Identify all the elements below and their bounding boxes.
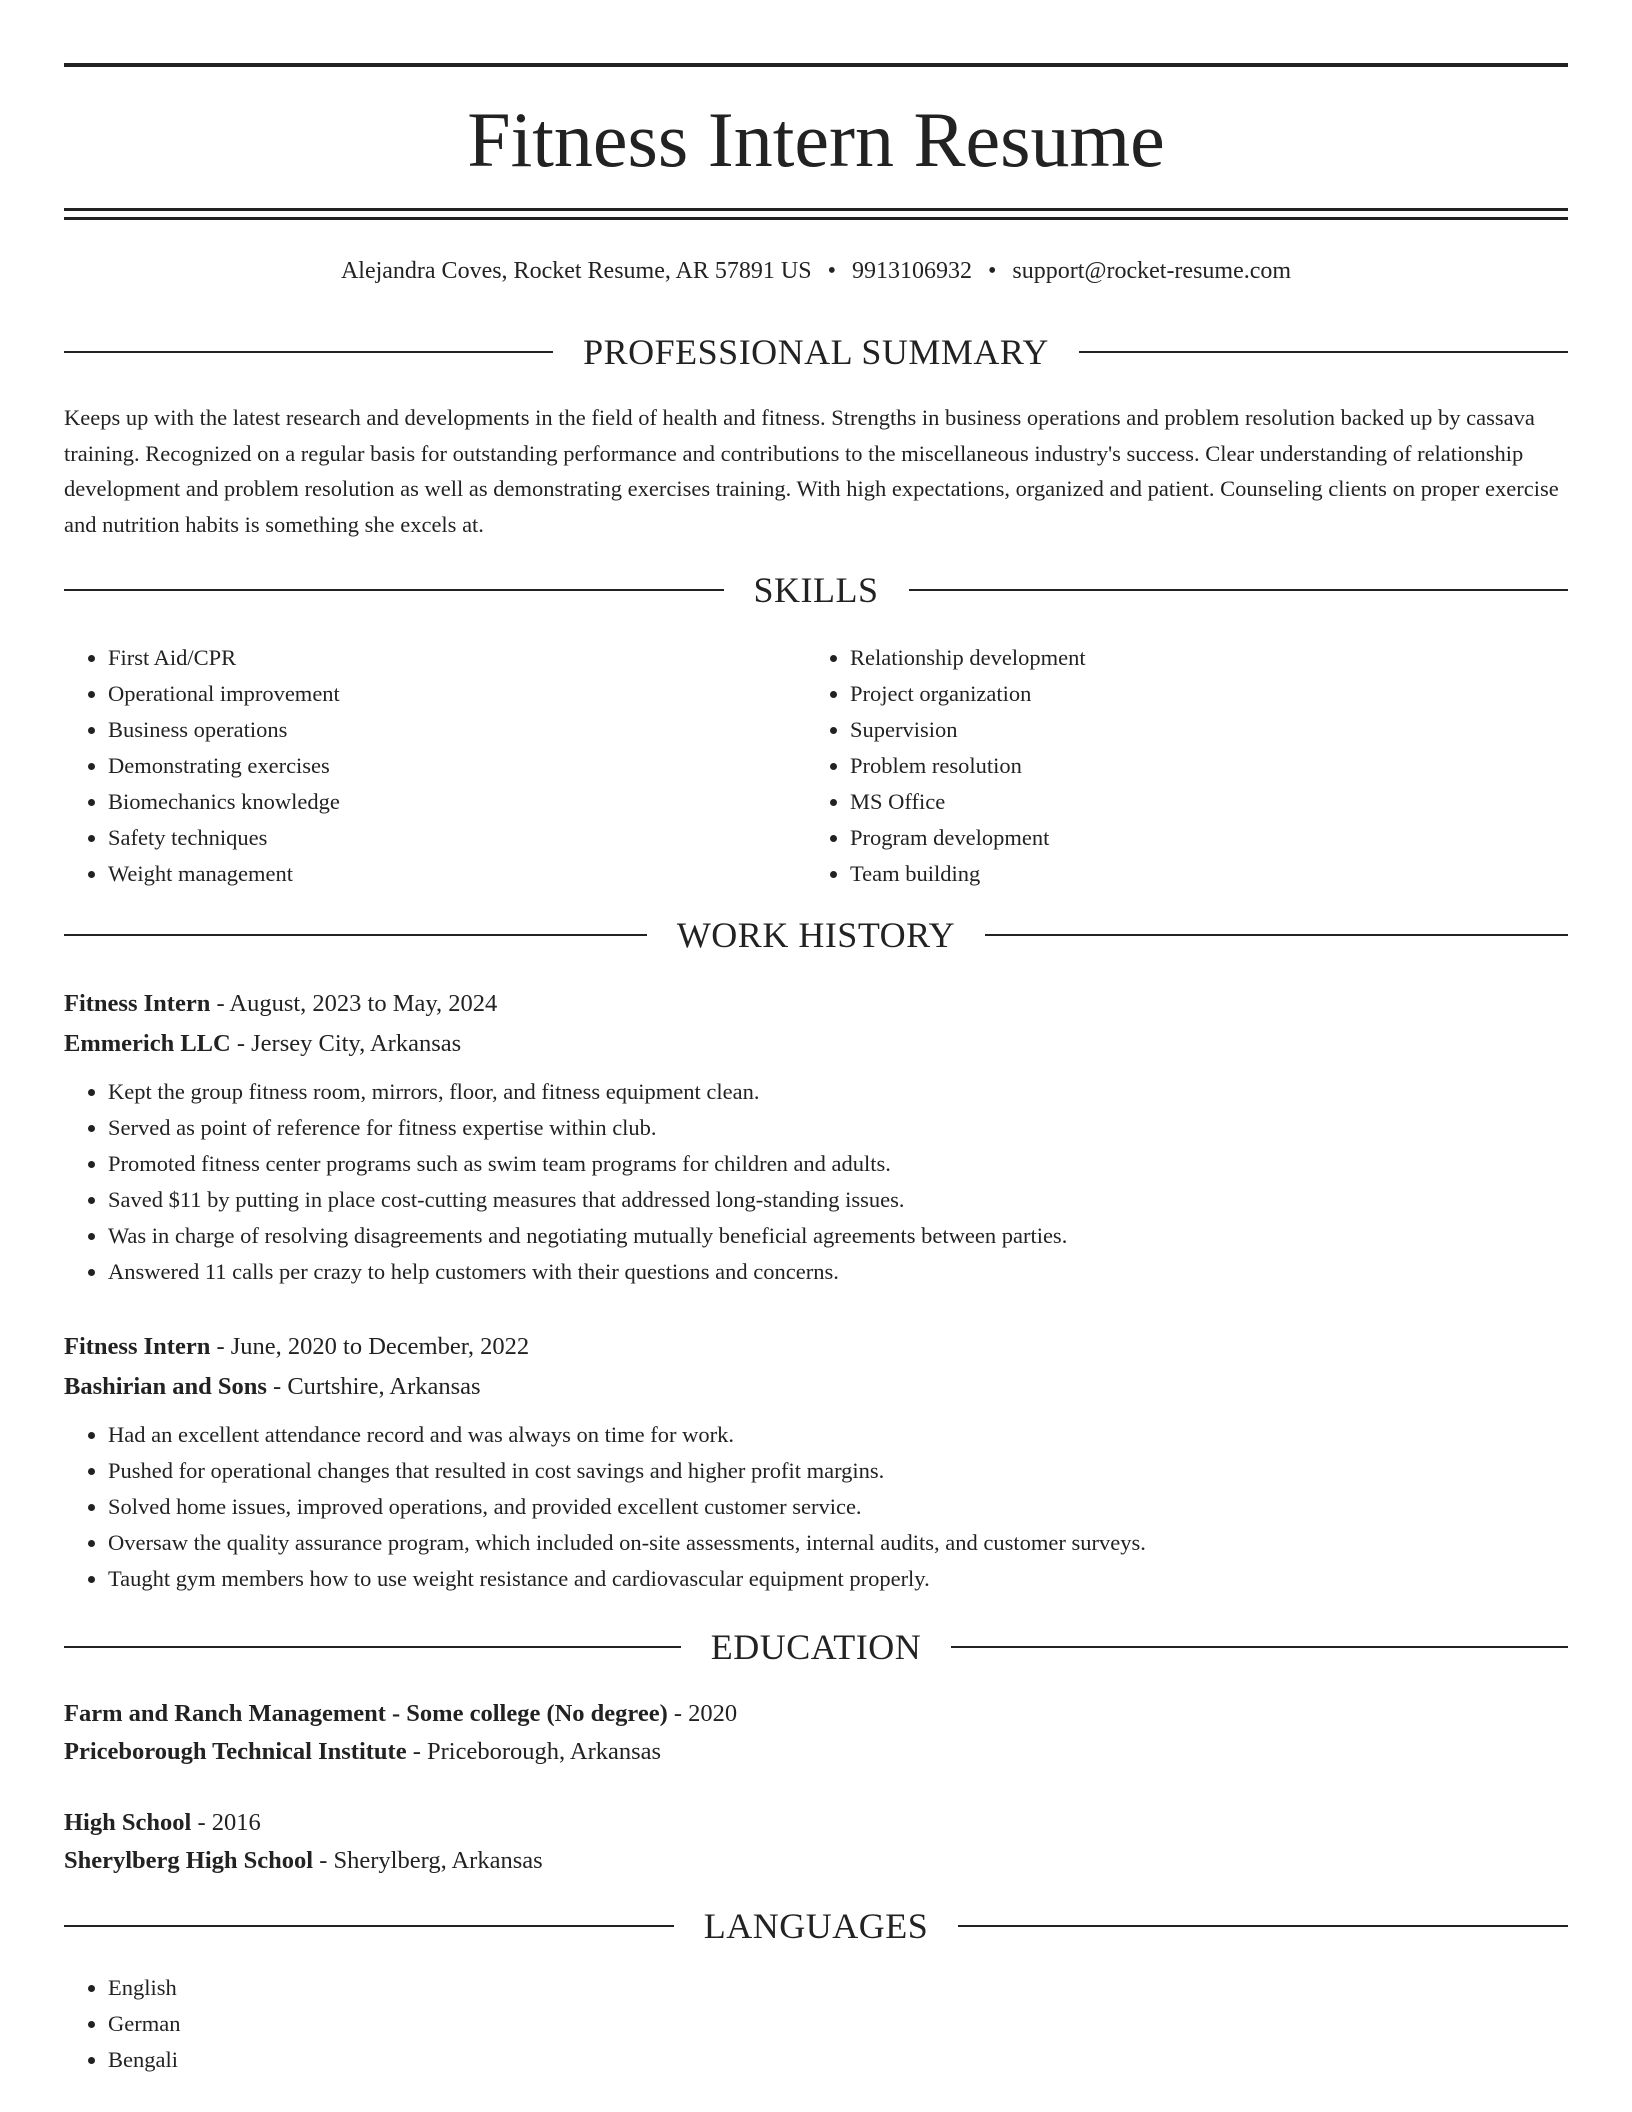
company-name: Emmerich LLC	[64, 1030, 231, 1057]
company-name: Bashirian and Sons	[64, 1373, 267, 1400]
heading-rule	[909, 589, 1569, 591]
degree-year: - 2016	[191, 1809, 261, 1836]
language-item: • Bengali	[108, 2042, 1568, 2078]
skill-item: • Demonstrating exercises	[108, 748, 684, 784]
skill-item: • Program development	[850, 820, 1426, 856]
school-name: Priceborough Technical Institute	[64, 1738, 407, 1765]
skills-column-right	[806, 640, 1426, 892]
heading-rule	[64, 351, 553, 353]
company-line	[64, 1367, 1568, 1407]
work-entry	[64, 1327, 1568, 1597]
skill-item: • MS Office	[850, 784, 1426, 820]
job-bullet: • Was in charge of resolving disagreements and negotiating mutually beneficial agreements between parties.	[108, 1218, 1568, 1254]
heading-rule	[64, 589, 724, 591]
heading-rule	[64, 1925, 674, 1927]
contact-separator: •	[987, 258, 997, 284]
skills-list-left	[64, 640, 684, 892]
title-double-rule	[64, 208, 1568, 220]
job-dates: - August, 2023 to May, 2024	[210, 990, 498, 1017]
school-name: Sherylberg High School	[64, 1847, 314, 1874]
contact-phone: 9913106932	[851, 258, 972, 284]
degree-line	[64, 1804, 1568, 1842]
skills-column-left	[64, 640, 684, 892]
skill-item: • Supervision	[850, 712, 1426, 748]
skill-item: • Relationship development	[850, 640, 1426, 676]
page-title: Fitness Intern Resume	[467, 96, 1165, 183]
languages-list	[64, 1970, 1568, 2078]
skill-item: • Project organization	[850, 676, 1426, 712]
education-entry	[64, 1695, 1568, 1771]
heading-rule	[64, 934, 647, 936]
contact-address: Alejandra Coves, Rocket Resume, AR 57891 US	[340, 258, 812, 284]
job-bullet: • Kept the group fitness room, mirrors, floor, and fitness equipment clean.	[108, 1074, 1568, 1110]
company-line	[64, 1024, 1568, 1064]
education-entry	[64, 1804, 1568, 1880]
section-heading-label: EDUCATION	[710, 1627, 922, 1667]
section-heading-work	[64, 913, 1568, 957]
contact-separator: •	[827, 258, 836, 284]
job-dates: - June, 2020 to December, 2022	[210, 1333, 530, 1360]
job-bullet: • Served as point of reference for fitness expertise within club.	[108, 1110, 1568, 1146]
work-entry	[64, 984, 1568, 1290]
skill-item: • Problem resolution	[850, 748, 1426, 784]
section-heading-summary	[64, 330, 1568, 374]
heading-rule	[985, 934, 1568, 936]
skill-item: • Biomechanics knowledge	[108, 784, 684, 820]
section-heading-skills	[64, 568, 1568, 612]
heading-rule	[64, 1646, 681, 1648]
job-bullet: • Taught gym members how to use weight resistance and cardiovascular equipment properly.	[108, 1561, 1568, 1597]
job-bullet: • Pushed for operational changes that resulted in cost savings and higher profit margins.	[108, 1453, 1568, 1489]
top-rule	[64, 63, 1568, 67]
job-bullet: • Saved $11 by putting in place cost-cutting measures that addressed long-standing issues.	[108, 1182, 1568, 1218]
degree-line	[64, 1695, 1568, 1733]
school-line	[64, 1842, 1568, 1880]
job-title-line	[64, 984, 1568, 1024]
skill-item: • Safety techniques	[108, 820, 684, 856]
section-heading-languages	[64, 1904, 1568, 1948]
skill-item: • Operational improvement	[108, 676, 684, 712]
job-title-line	[64, 1327, 1568, 1367]
job-bullet: • Had an excellent attendance record and was always on time for work.	[108, 1417, 1568, 1453]
job-bullet: • Oversaw the quality assurance program, which included on-site assessments, internal audits, and customer surveys.	[108, 1525, 1568, 1561]
summary-text: Keeps up with the latest research and developments in the field of health and fitness. Strengths in business operations and problem resolution backed up by cassava training. Recognized on a regular basis for outstanding performance and contributions to the miscellaneous industry's success. Clear understanding of relationship development and problem resolution as well as demonstrating exercises training. With high expectations, organized and patient. Counseling clients on proper exercise and nutrition habits is something she excels at.	[64, 405, 1559, 537]
language-item: • English	[108, 1970, 1568, 2006]
school-line	[64, 1733, 1568, 1771]
degree-name: High School	[64, 1809, 192, 1836]
section-heading-label: SKILLS	[753, 570, 879, 610]
heading-rule	[958, 1925, 1568, 1927]
section-heading-label: LANGUAGES	[703, 1906, 929, 1946]
degree-name: Farm and Ranch Management - Some college (No degree)	[64, 1700, 668, 1727]
job-title: Fitness Intern	[64, 990, 211, 1017]
languages-block	[64, 1960, 1568, 2078]
school-location: - Priceborough, Arkansas	[406, 1738, 662, 1765]
degree-year: - 2020	[667, 1700, 738, 1727]
job-bullet: • Promoted fitness center programs such as swim team programs for children and adults.	[108, 1146, 1568, 1182]
section-heading-label: PROFESSIONAL SUMMARY	[583, 332, 1049, 372]
company-location: - Jersey City, Arkansas	[230, 1030, 462, 1057]
heading-rule	[951, 1646, 1568, 1648]
skill-item: • Weight management	[108, 856, 684, 892]
skill-item: • Business operations	[108, 712, 684, 748]
contact-line	[64, 254, 1568, 288]
job-bullets	[64, 1074, 1568, 1290]
job-bullets	[64, 1417, 1568, 1597]
skill-item: • First Aid/CPR	[108, 640, 684, 676]
contact-email: support@rocket-resume.com	[1012, 258, 1292, 284]
skill-item: • Team building	[850, 856, 1426, 892]
heading-rule	[1079, 351, 1568, 353]
company-location: - Curtshire, Arkansas	[266, 1373, 481, 1400]
section-heading-label: WORK HISTORY	[676, 915, 956, 955]
section-heading-education	[64, 1625, 1568, 1669]
job-title: Fitness Intern	[64, 1333, 211, 1360]
job-bullet: • Answered 11 calls per crazy to help customers with their questions and concerns.	[108, 1254, 1568, 1290]
job-bullet: • Solved home issues, improved operations, and provided excellent customer service.	[108, 1489, 1568, 1525]
skills-list-right	[806, 640, 1426, 892]
school-location: - Sherylberg, Arkansas	[313, 1847, 543, 1874]
language-item: • German	[108, 2006, 1568, 2042]
